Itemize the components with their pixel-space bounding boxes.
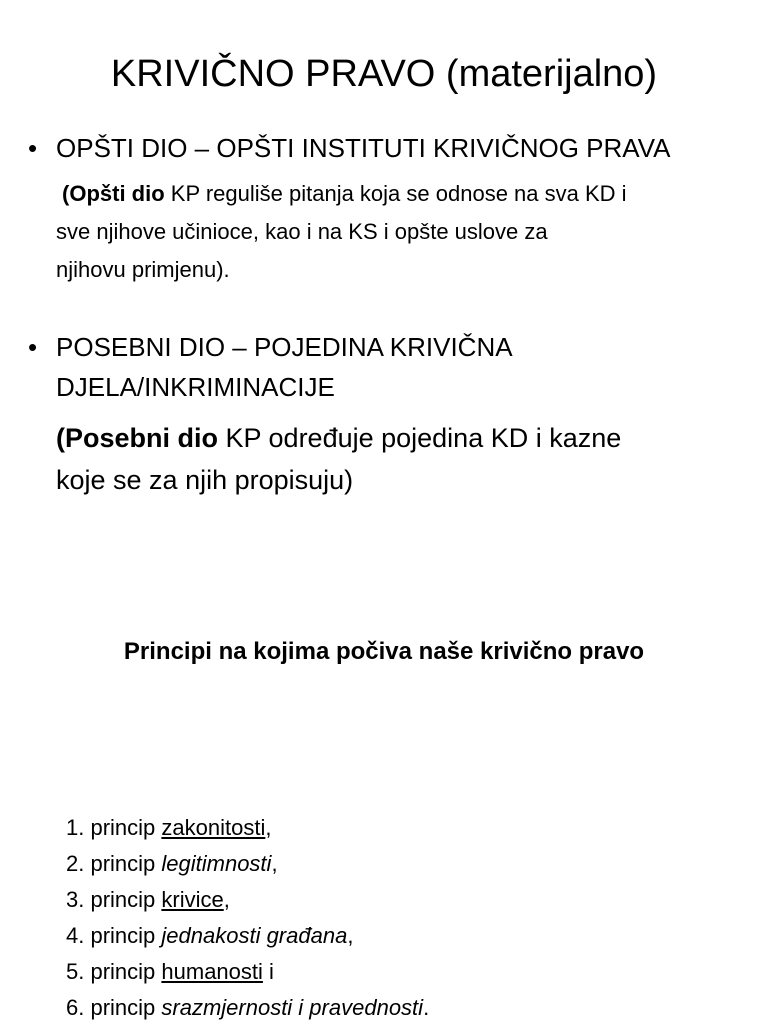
item-term: jednakosti građana: [161, 923, 348, 948]
section1-bold-term: Opšti dio: [69, 181, 165, 206]
list-item: [66, 810, 429, 846]
section2-line2: koje se za njih propisuju): [56, 465, 354, 495]
section1-line1-rest: KP reguliše pitanja koja se odnose na sva KD i: [164, 181, 627, 206]
list-item: [66, 954, 429, 990]
item-suffix: ,: [271, 851, 278, 876]
item-suffix: ,: [223, 887, 230, 912]
item-prefix: 3. princip: [66, 887, 162, 912]
section1-description: [62, 175, 762, 213]
section2-description: [56, 417, 746, 501]
item-term: zakonitosti: [161, 815, 266, 840]
item-term: legitimnosti: [161, 851, 272, 876]
item-prefix: 5. princip: [66, 959, 162, 984]
item-term: srazmjernosti i pravednosti: [161, 995, 424, 1020]
section2-bold-term: (Posebni dio: [56, 423, 218, 453]
item-prefix: 4. princip: [66, 923, 162, 948]
item-term: humanosti: [161, 959, 263, 984]
section1-heading: OPŠTI DIO – OPŠTI INSTITUTI KRIVIČNOG PRAVA: [56, 133, 671, 163]
item-prefix: 1. princip: [66, 815, 162, 840]
section1-line2: sve njihove učinioce, kao i na KS i opšte uslove za: [56, 219, 548, 244]
item-prefix: 2. princip: [66, 851, 162, 876]
section1-line3: njihovu primjenu).: [56, 257, 230, 282]
bullet-dot: •: [28, 332, 38, 362]
open-paren: (: [62, 181, 70, 206]
item-suffix: .: [423, 995, 430, 1020]
section1-description-cont: [56, 213, 756, 289]
item-prefix: 6. princip: [66, 995, 162, 1020]
item-term: krivice: [161, 887, 224, 912]
section2-heading-line2: DJELA/INKRIMINACIJE: [56, 372, 335, 402]
item-suffix: ,: [347, 923, 354, 948]
slide-title: KRIVIČNO PRAVO (materijalno): [110, 53, 658, 95]
section2-line1: [56, 417, 746, 459]
list-item: [66, 846, 429, 882]
item-suffix: ,: [265, 815, 272, 840]
item-suffix: i: [262, 959, 274, 984]
section2-line1-rest: KP određuje pojedina KD i kazne: [218, 423, 622, 453]
principles-heading: Principi na kojima počiva naše krivično pravo: [123, 638, 645, 665]
section1-line1: [62, 175, 762, 213]
list-item: [66, 990, 429, 1026]
section2-heading-line1: POSEBNI DIO – POJEDINA KRIVIČNA: [56, 332, 513, 362]
list-item: [66, 918, 429, 954]
principles-list: [66, 810, 429, 1026]
list-item: [66, 882, 429, 918]
bullet-dot: •: [28, 133, 38, 163]
